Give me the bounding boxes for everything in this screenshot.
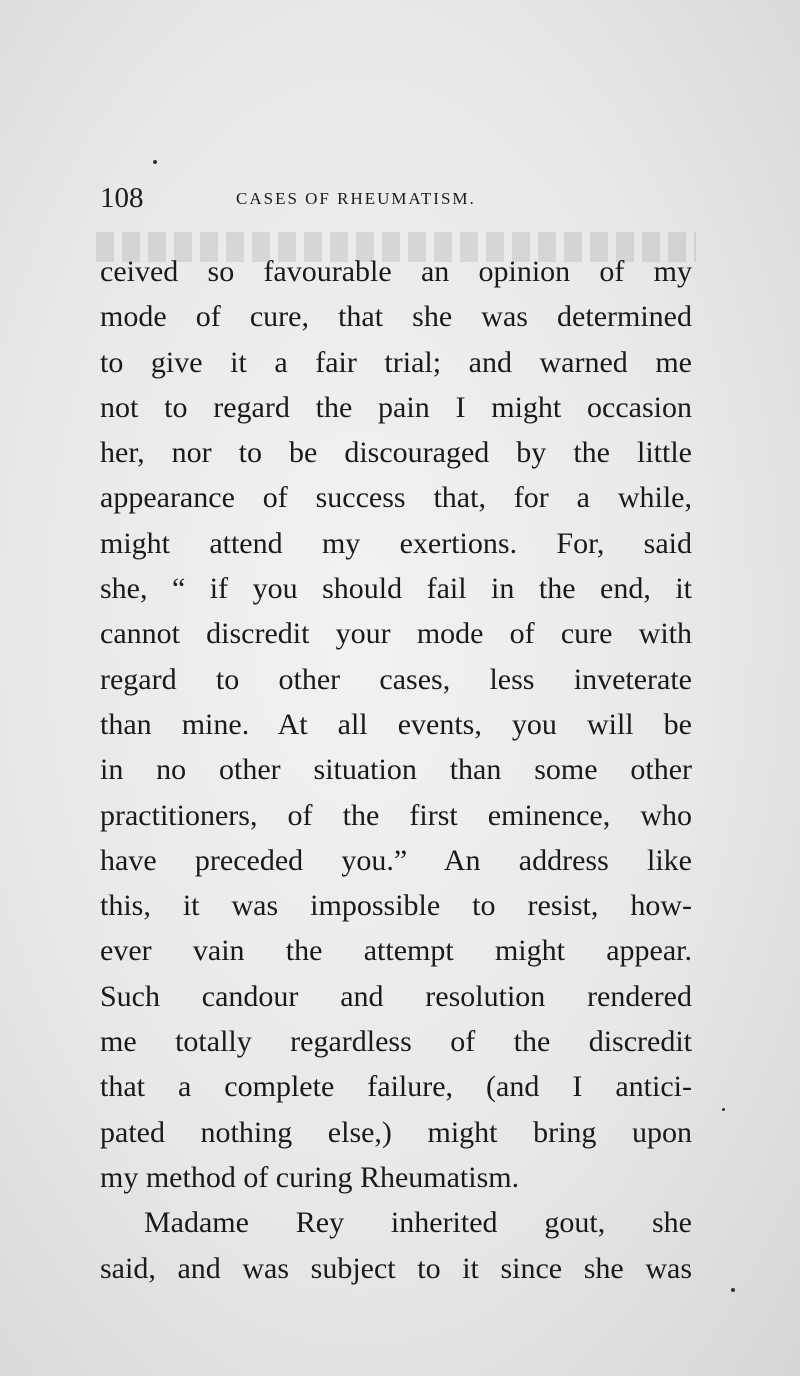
text-line: cannot discredit your mode of cure with <box>100 617 692 651</box>
text-line: to give it a fair trial; and warned me <box>100 345 692 379</box>
text-line: regard to other cases, less inveterate <box>100 662 692 696</box>
body-text <box>100 249 692 1291</box>
text-line: might attend my exertions. For, said <box>100 526 692 560</box>
ink-speck <box>153 160 157 164</box>
text-line: appearance of success that, for a while, <box>100 481 692 515</box>
text-line: not to regard the pain I might occasion <box>100 390 692 424</box>
ink-speck <box>731 1288 735 1292</box>
text-line: ceived so favourable an opinion of my <box>100 255 692 288</box>
text-line: said, and was subject to it since she was <box>100 1251 692 1285</box>
text-line: than mine. At all events, you will be <box>100 707 692 741</box>
ink-speck <box>722 1108 725 1111</box>
paragraph-first-line: Madame Rey inherited gout, she <box>144 1206 692 1240</box>
text-line: her, nor to be discouraged by the little <box>100 436 692 470</box>
text-line: my method of curing Rheumatism. <box>100 1160 520 1194</box>
text-line: she, “ if you should fail in the end, it <box>100 572 692 606</box>
text-line: in no other situation than some other <box>100 753 692 787</box>
text-line: pated nothing else,) might bring upon <box>100 1115 692 1149</box>
page-number: 108 <box>100 182 144 214</box>
text-line: Such candour and resolution rendered <box>100 979 692 1013</box>
text-line: practitioners, of the first eminence, who <box>100 798 692 832</box>
text-line: ever vain the attempt might appear. <box>100 934 692 968</box>
running-head: CASES OF RHEUMATISM. <box>236 189 476 208</box>
text-line: have preceded you.” An address like <box>100 843 692 877</box>
page-header <box>100 180 700 216</box>
text-line: mode of cure, that she was determined <box>100 300 692 334</box>
text-line: that a complete failure, (and I antici- <box>100 1070 692 1104</box>
text-line: this, it was impossible to resist, how- <box>100 889 692 923</box>
text-line: me totally regardless of the discredit <box>100 1025 692 1059</box>
